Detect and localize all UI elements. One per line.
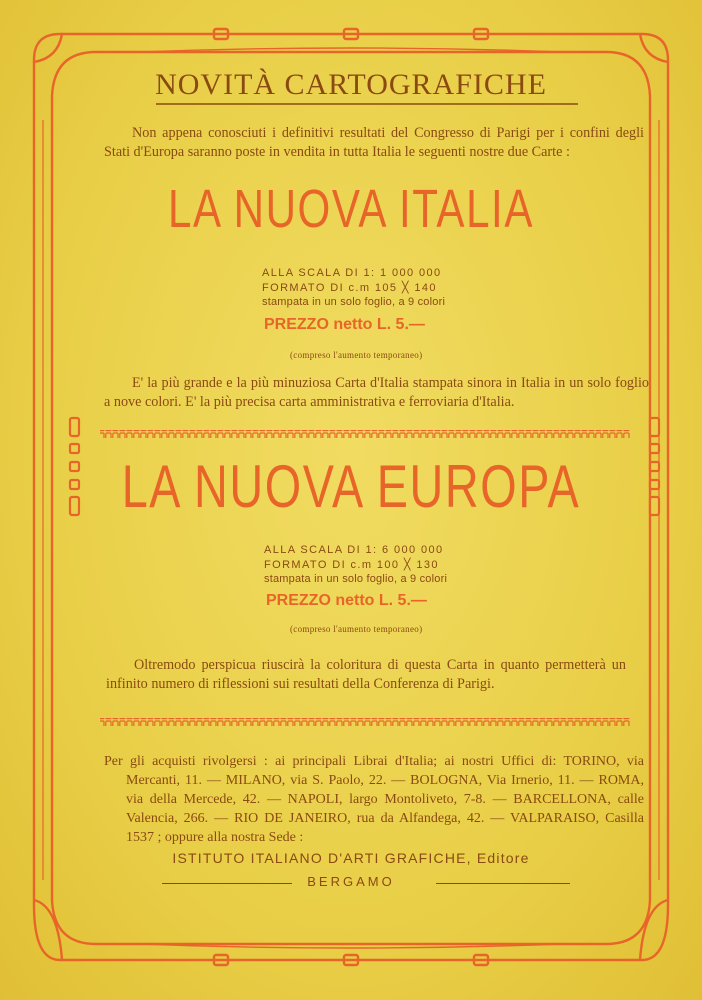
city-rule-right xyxy=(436,883,570,884)
corner-flourish-bl xyxy=(34,900,62,960)
italia-print: stampata in un solo foglio, a 9 colori xyxy=(262,296,446,308)
publisher-name: ISTITUTO ITALIANO D'ARTI GRAFICHE, Editore xyxy=(172,850,530,866)
italia-format: FORMATO DI c.m 105 ╳ 140 xyxy=(262,281,437,294)
europa-description: Oltremodo perspicua riuscirà la coloritura di questa Carta in quanto permetterà un infinito numero di riflessioni sui resultati della Conferenza di Parigi. xyxy=(106,657,626,692)
italia-scale: ALLA SCALA DI 1: 1 000 000 xyxy=(262,267,442,279)
side-ornament-right-1 xyxy=(650,418,659,436)
europa-print: stampata in un solo foglio, a 9 colori xyxy=(264,573,448,585)
europa-specs xyxy=(264,543,447,587)
europa-price: PREZZO netto L. 5.— xyxy=(266,592,427,609)
side-ornament-right-3 xyxy=(650,462,659,471)
chain-divider-upper xyxy=(100,430,630,438)
italia-description: E' la più grande e la più minuziosa Carta d'Italia stampata sinora in Italia in un solo foglio a nove colori. E' la più precisa carta amministrativa e ferroviaria d'Italia. xyxy=(104,375,649,410)
side-ornament-left-1 xyxy=(70,418,79,436)
corner-flourish-tl xyxy=(34,34,62,62)
page-title: NOVITÀ CARTOGRAFICHE xyxy=(155,68,547,101)
europa-scale: ALLA SCALA DI 1: 6 000 000 xyxy=(264,544,444,556)
italia-price-note: (compreso l'aumento temporaneo) xyxy=(290,350,423,360)
side-ornament-right-4 xyxy=(650,480,659,489)
italia-specs xyxy=(262,266,445,310)
intro-paragraph: Non appena conosciuti i definitivi resultati del Congresso di Parigi per i confini degli Stati d'Europa saranno poste in vendita in tutta Italia le seguenti nostre due Carte : xyxy=(104,125,644,160)
corner-flourish-br xyxy=(640,900,668,960)
sales-contacts: Per gli acquisti rivolgersi : ai principali Librai d'Italia; ai nostri Uffici di: TORINO, via Mercanti, 11. — MILANO, via S. Paolo, 22. — BOLOGNA, Via Irnerio, 11. — ROMA, via della Mercede, 42. — NAPOLI, largo Montoliveto, 7-8. — BARCELLONA, calle Valencia, 266. — RIO DE JANEIRO, rua da Alfandega, 42. — VALPARAISO, Casilla 1537 ; oppure alla nostra Sede : xyxy=(104,754,644,845)
italia-title: LA NUOVA ITALIA xyxy=(168,179,534,239)
europa-title: LA NUOVA EUROPA xyxy=(121,453,581,520)
europa-price-note: (compreso l'aumento temporaneo) xyxy=(290,624,423,634)
italia-price: PREZZO netto L. 5.— xyxy=(264,316,425,333)
side-ornament-right-5 xyxy=(650,497,659,515)
side-ornament-right-2 xyxy=(650,444,659,453)
corner-flourish-tr xyxy=(640,34,668,62)
chain-divider-lower xyxy=(100,718,630,726)
europa-format: FORMATO DI c.m 100 ╳ 130 xyxy=(264,558,439,571)
publisher-city: BERGAMO xyxy=(307,874,395,889)
